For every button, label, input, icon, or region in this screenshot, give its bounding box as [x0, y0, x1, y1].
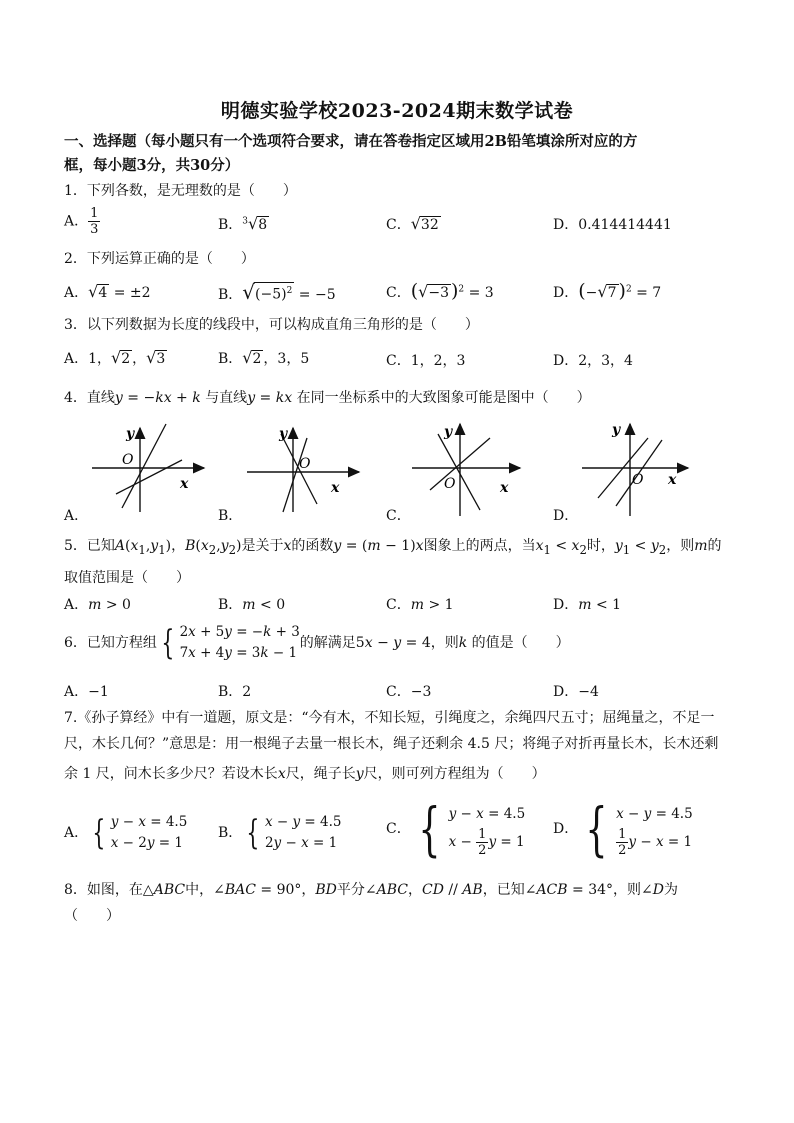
section-heading-line: 一、选择题（每小题只有一个选项符合要求，请在答卷指定区域用2B铅笔填涂所对应的方 [64, 133, 638, 150]
q5-option-b: B．m < 0 [218, 597, 286, 613]
q3-option-a: A．1，√2 ，√3 [64, 348, 166, 367]
question-6-stem: 6．已知方程组 { 2x + 5y = −k + 3 7x + 4y = 3k − 1 的解满足5x − y = 4，则k 的值是（ ） [64, 623, 570, 663]
q4-graph-c [412, 424, 520, 516]
q5-option-c: C．m > 1 [386, 597, 454, 613]
q4-label-b: B． [218, 508, 243, 524]
question-7-line-1: 7.《孙子算经》中有一道题，原文是：“今有木，不知长短，引绳度之，余绳四尺五寸；屈绳量之，不足一 [64, 710, 715, 726]
svg-text:O: O [632, 472, 644, 488]
q4-graph-b [247, 426, 359, 512]
q7-option-c: C． { y − x = 4.5 x − $\frac{1}{2}$ y = 1 [386, 795, 526, 863]
question-5-line-2: 取值范围是（ ） [64, 570, 190, 586]
question-5-line-1: 5．已知$A(x_1,y_1)$，$B(x_2,y_2)$是关于x的函数y = (m − 1)x图象上的两点，当$x_1 < x_2$时，$y_1 < y_2$，则m的 [64, 538, 722, 557]
section-heading-line: 框，每小题3分，共30分） [64, 157, 240, 174]
q4-graph-a [92, 424, 204, 512]
q4-label-a: A． [64, 508, 89, 524]
q6-option-a: A．−1 [64, 684, 109, 700]
q2-option-c: C．(√−3 )$^2$ = 3 [386, 280, 494, 302]
question-8-line-1: 8．如图，在△ABC中，∠BAC = 90°，BD平分∠ABC，CD // AB，已知∠ACB = 34°，则∠D为 [64, 882, 678, 898]
q4-label-d: D． [553, 508, 579, 524]
q2-option-d: D．(−√7 )$^2$ = 7 [553, 280, 662, 302]
question-3-stem: 3．以下列数据为长度的线段中，可以构成直角三角形的是（ ） [64, 317, 479, 333]
q1-option-b: B．$^3$√8 [218, 214, 268, 233]
q7-option-b: B． { x − y = 4.5 2y − x = 1 [218, 813, 342, 853]
q3-option-d: D．2，3，4 [553, 353, 633, 369]
q3-option-b: B．√2 ，3，5 [218, 348, 310, 367]
q2-option-a: A．√4 = ±2 [64, 282, 151, 301]
q4-label-c: C． [386, 508, 411, 524]
question-8-line-2: （ ） [64, 908, 120, 924]
q4-graph-d [582, 422, 688, 516]
svg-text:x: x [668, 472, 677, 488]
q5-option-d: D．m < 1 [553, 597, 622, 613]
svg-text:O: O [299, 456, 311, 472]
q3-option-c: C．1，2，3 [386, 353, 466, 369]
q1-option-c: C．√32 [386, 214, 439, 233]
q1-option-d: D．0.414414441 [553, 217, 672, 233]
q6-option-b: B．2 [218, 684, 252, 700]
q6-option-d: D．−4 [553, 684, 599, 700]
page-title: 明德实验学校2023-2024期末数学试卷 [220, 100, 574, 122]
q7-option-a: A． { y − x = 4.5 x − 2y = 1 [64, 813, 188, 853]
svg-text:O: O [122, 452, 134, 468]
svg-text:O: O [444, 476, 456, 492]
q1-option-a: A． $\frac{1}{3}$ [64, 206, 99, 237]
q2-option-b: B．$√(-5)^2 = -5$ [218, 280, 336, 304]
svg-text:x: x [500, 480, 509, 496]
q7-option-d: D． { x − y = 4.5 $\frac{1}{2}$ y − x = 1 [553, 795, 693, 863]
svg-text:y: y [612, 422, 621, 438]
question-7-line-2: 尺，木长几何？”意思是：用一根绳子去量一根长木，绳子还剩余 4.5 尺；将绳子对折再量长木，长木还剩 [64, 736, 719, 752]
q5-option-a: A．m > 0 [64, 597, 131, 613]
svg-text:x: x [331, 480, 340, 496]
q6-option-c: C．−3 [386, 684, 432, 700]
section-heading [64, 130, 744, 178]
question-1-stem: 1．下列各数，是无理数的是（ ） [64, 183, 297, 199]
svg-text:y: y [444, 424, 453, 440]
question-7-line-3: 余 1 尺，问木长多少尺？若设木长x尺，绳子长y尺，则可列方程组为（ ） [64, 766, 546, 782]
question-2-stem: 2．下列运算正确的是（ ） [64, 251, 255, 267]
svg-text:x: x [180, 476, 189, 492]
svg-text:y: y [126, 426, 135, 442]
question-4-stem: 4．直线y = −kx + k 与直线y = kx 在同一坐标系中的大致图象可能是图中（ ） [64, 390, 591, 406]
svg-text:y: y [279, 426, 288, 442]
